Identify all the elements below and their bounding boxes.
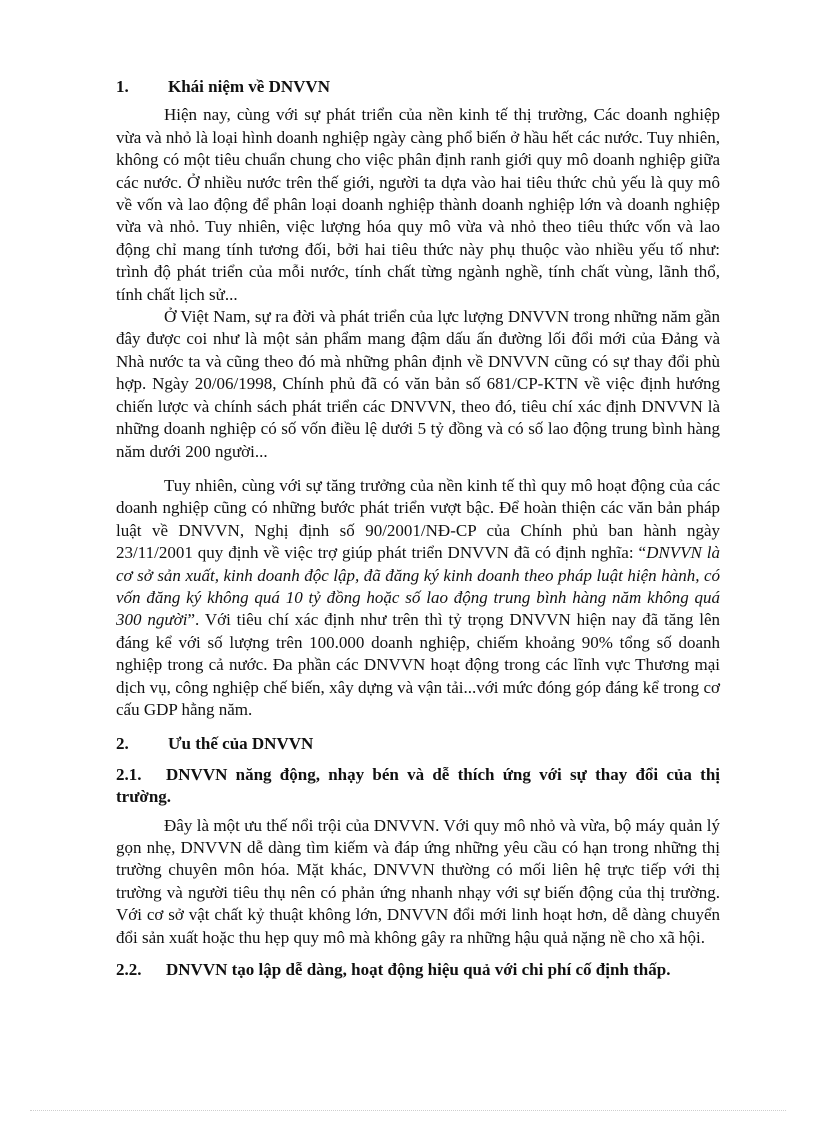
section-1-title: Khái niệm về DNVVN <box>168 77 330 96</box>
section-2-number: 2. <box>116 734 129 754</box>
paragraph-3-conclusion: ”. Với tiêu chí xác định như trên thì tỷ trọng DNVVN hiện nay đã tăng lên đáng kể với số lượng trên 100.000 doanh nghiệp, chiếm khoảng 90% tổng số doanh nghiệp trong cả nước. Đa phần các DNVVN hoạt động trong các lĩnh vực Thương mại dịch vụ, công nghiệp chế biến, xây dựng và vận tải...với mức đóng góp đáng kể trong cơ cấu GDP hằng năm. <box>116 610 720 719</box>
subsection-2-1-number: 2.1. <box>116 764 142 784</box>
section-1-number: 1. <box>116 77 129 96</box>
definition-quote: DNVVN là cơ sở sản xuất, kinh doanh độc lập, đã đăng ký kinh doanh theo pháp luật hiện hành, có vốn đăng ký không quá 10 tỷ đồng hoặc số lao động trung bình hàng năm không quá 300 người <box>116 543 720 630</box>
section-1-paragraph-1: Hiện nay, cùng với sự phát triển của nền kinh tế thị trường, Các doanh nghiệp vừa và nhỏ là loại hình doanh nghiệp ngày càng phổ biến ở hầu hết các nước. Tuy nhiên, không có một tiêu chuẩn chung cho việc phân định ranh giới quy mô doanh nghiệp giữa các nước. Ở nhiều nước trên thế giới, người ta dựa vào hai tiêu thức chủ yếu là quy mô về vốn và lao động để phân loại doanh nghiệp thành doanh nghiệp lớn và doanh nghiệp vừa và nhỏ. Tuy nhiên, việc lượng hóa quy mô vừa và nhỏ theo tiêu thức vốn và lao động chỉ mang tính tương đối, bởi hai tiêu thức này phụ thuộc vào nhiều yếu tố như: trình độ phát triển của mỗi nước, tính chất từng ngành nghề, tính chất vùng, lãnh thổ, tính chất lịch sử... <box>116 105 720 304</box>
section-1-paragraph-2: Ở Việt Nam, sự ra đời và phát triển của lực lượng DNVVN trong những năm gần đây được coi như là một sản phẩm mang đậm dấu ấn đường lối đổi mới của Đảng và Nhà nước ta và cũng theo đó mà những phân định về DNVVN cũng có sự thay đổi phù hợp. Ngày 20/06/1998, Chính phủ đã có văn bản số 681/CP-KTN về việc định hướng chiến lược và chính sách phát triển các DNVVN, theo đó, tiêu chí xác định DNVVN là những doanh nghiệp có số vốn điều lệ dưới 5 tỷ đồng và có số lao động trung bình hàng năm dưới 200 người... <box>116 307 720 461</box>
document-page <box>116 70 720 987</box>
subsection-2-2-number: 2.2. <box>116 960 142 980</box>
section-2-heading <box>116 733 720 755</box>
paragraph-3-intro: Tuy nhiên, cùng với sự tăng trưởng của nền kinh tế thì quy mô hoạt động của các doanh nghiệp cũng có những bước phát triển vượt bậc. Để hoàn thiện các văn bản pháp luật về DNVVN, Nghị định số 90/2001/NĐ-CP của Chính phủ ban hành ngày 23/11/2001 quy định về việc trợ giúp phát triển DNVVN đã có định nghĩa: “ <box>116 475 720 563</box>
section-2-title: Ưu thế của DNVVN <box>168 734 314 754</box>
subsection-2-2-title: DNVVN tạo lập dễ dàng, hoạt động hiệu quả với chi phí cố định thấp. <box>166 960 671 980</box>
section-1-paragraph-3 <box>116 475 720 721</box>
subsection-2-1-title: DNVVN năng động, nhạy bén và dễ thích ứng với sự thay đổi của thị trường. <box>116 764 720 807</box>
subsection-2-1-heading <box>116 764 720 809</box>
section-1-heading <box>116 76 720 98</box>
subsection-2-2-heading <box>116 959 720 981</box>
subsection-2-1-paragraph: Đây là một ưu thế nổi trội của DNVVN. Với quy mô nhỏ và vừa, bộ máy quản lý gọn nhẹ, DNVVN dễ dàng tìm kiếm và đáp ứng những yêu cầu có hạn trong những thị trường chuyên môn hóa. Mặt khác, DNVVN thường có mối liên hệ trực tiếp với thị trường và người tiêu thụ nên có phản ứng nhanh nhạy với sự biến động của thị trường. Với cơ sở vật chất kỷ thuật không lớn, DNVVN đổi mới linh hoạt hơn, dễ dàng chuyển đổi sản xuất hoặc thu hẹp quy mô mà không gây ra những hậu quả nặng nề cho xã hội. <box>116 815 720 947</box>
page-bottom-divider <box>30 1110 786 1111</box>
